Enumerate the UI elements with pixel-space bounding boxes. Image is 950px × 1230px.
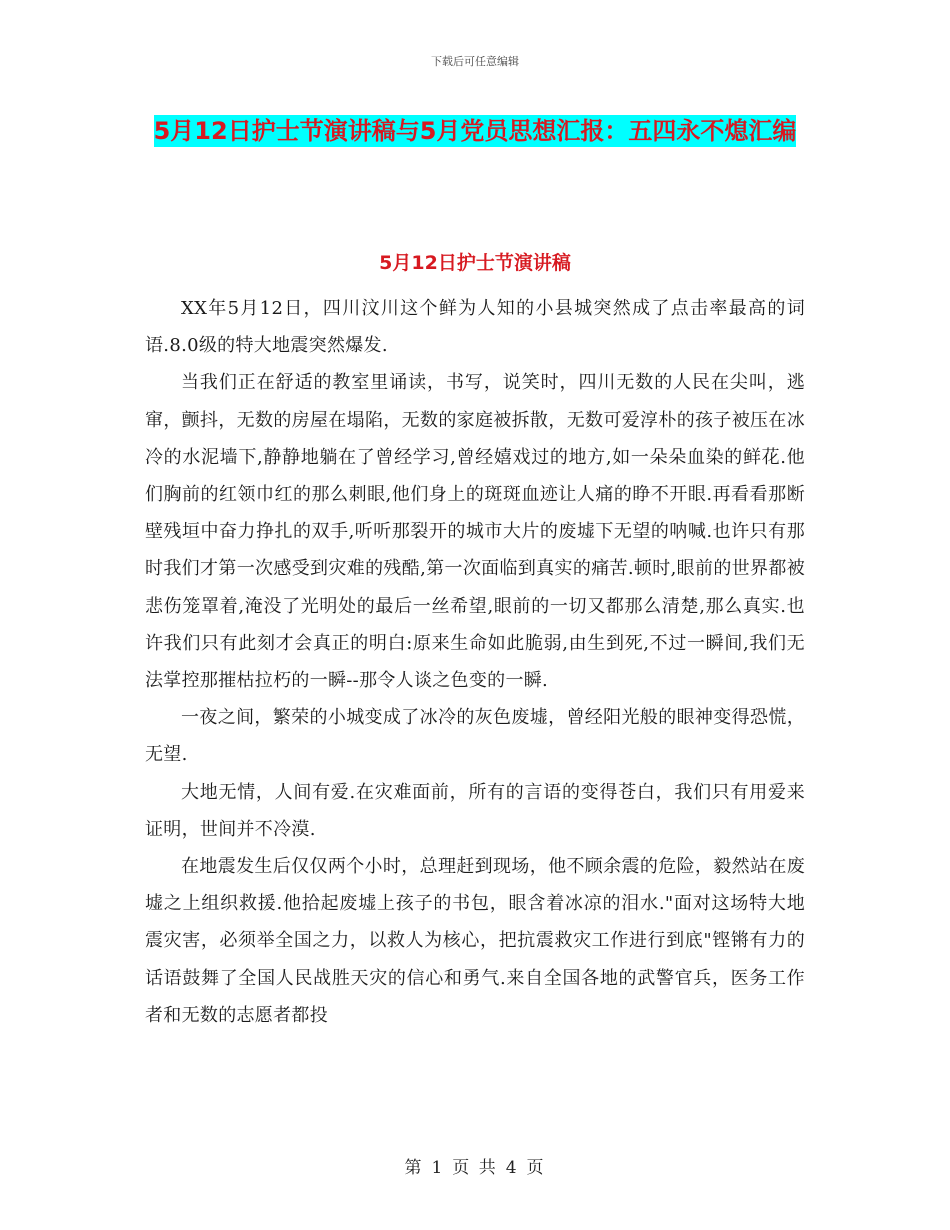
paragraph: 大地无情，人间有爱.在灾难面前，所有的言语的变得苍白，我们只有用爱来证明，世间并不冷漠.	[145, 781, 805, 840]
section-heading: 5月12日护士节演讲稿	[379, 252, 571, 274]
footer-page-number: 1	[431, 1158, 445, 1178]
paragraph: 在地震发生后仅仅两个小时，总理赶到现场，他不顾余震的危险，毅然站在废墟之上组织救援.他拾起废墟上孩子的书包，眼含着冰凉的泪水."面对这场特大地震灾害，必须举全国之力，以救人为核心，把抗震救灾工作进行到底"铿锵有力的话语鼓舞了全国人民战胜天灾的信心和勇气.来自全国各地的武警官兵，医务工作者和无数的志愿者都投	[145, 856, 805, 1026]
document-title	[145, 107, 805, 155]
footer-middle: 页 共	[452, 1158, 498, 1178]
footer-prefix: 第	[404, 1158, 424, 1178]
header-note: 下载后可任意编辑	[431, 55, 519, 68]
footer-total-pages: 4	[505, 1158, 519, 1178]
paragraph: 一夜之间，繁荣的小城变成了冰冷的灰色废墟，曾经阳光般的眼神变得恐慌，无望.	[145, 707, 805, 766]
body-text	[145, 290, 805, 1034]
footer-suffix: 页	[526, 1158, 546, 1178]
paragraph: XX年5月12日，四川汶川这个鲜为人知的小县城突然成了点击率最高的词语.8.0级的特大地震突然爆发.	[145, 298, 805, 357]
page-footer	[0, 1153, 950, 1178]
document-title-text: 5月12日护士节演讲稿与5月党员思想汇报：五四永不熄汇编	[153, 117, 797, 145]
paragraph: 当我们正在舒适的教室里诵读，书写，说笑时，四川无数的人民在尖叫，逃窜，颤抖，无数的房屋在塌陷，无数的家庭被拆散，无数可爱淳朴的孩子被压在冰冷的水泥墙下,静静地躺在了曾经学习,曾经嬉戏过的地方,如一朵朵血染的鲜花.他们胸前的红领巾红的那么刺眼,他们身上的斑斑血迹让人痛的睁不开眼.再看看那断壁残垣中奋力挣扎的双手,听听那裂开的城市大片的废墟下无望的呐喊.也许只有那时我们才第一次感受到灾难的残酷,第一次面临到真实的痛苦.顿时,眼前的世界都被悲伤笼罩着,淹没了光明处的最后一丝希望,眼前的一切又都那么清楚,那么真实.也许我们只有此刻才会真正的明白:原来生命如此脆弱,由生到死,不过一瞬间,我们无法掌控那摧枯拉朽的一瞬--那令人谈之色变的一瞬.	[145, 372, 805, 692]
